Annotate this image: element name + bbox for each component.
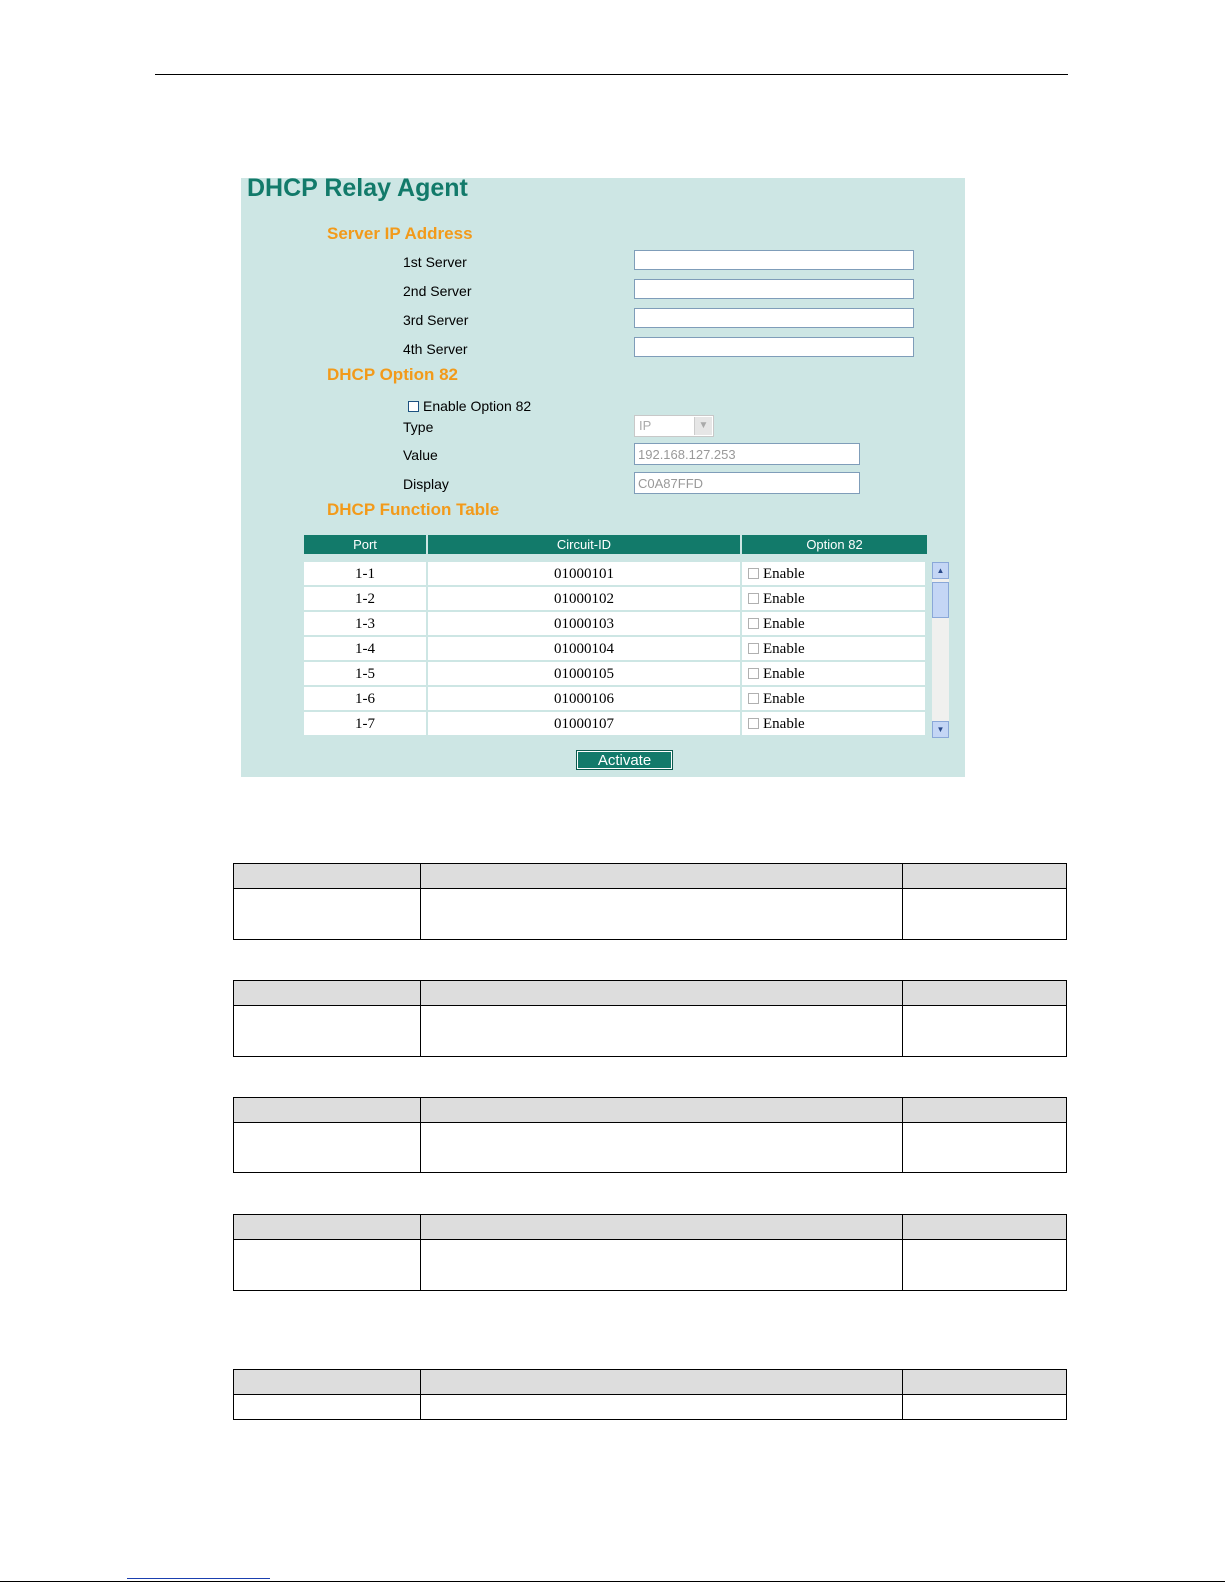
circuit-id-cell: 01000106 [428, 687, 742, 712]
server-1-input[interactable] [634, 250, 914, 270]
option82-enable-toggle[interactable] [742, 662, 927, 687]
server-4-label: 4th Server [403, 341, 468, 357]
port-cell: 1-5 [304, 662, 428, 687]
circuit-id-column-header: Circuit-ID [428, 535, 742, 554]
enable-option82-checkbox[interactable] [408, 401, 419, 412]
description-table [233, 980, 1067, 1057]
table-row [304, 612, 927, 637]
option82-checkbox[interactable] [748, 693, 759, 704]
option82-checkbox[interactable] [748, 593, 759, 604]
type-select[interactable] [634, 415, 714, 437]
activate-button[interactable]: Activate [576, 750, 673, 770]
server-ip-section-title: Server IP Address [327, 224, 473, 243]
circuit-id-cell: 01000107 [428, 712, 742, 737]
description-table [233, 1214, 1067, 1291]
dhcp-relay-agent-panel [241, 174, 965, 777]
scroll-down-icon[interactable]: ▼ [932, 721, 949, 738]
value-field: 192.168.127.253 [634, 443, 860, 465]
table-row [304, 587, 927, 612]
server-2-input[interactable] [634, 279, 914, 299]
function-table-section-title: DHCP Function Table [327, 500, 500, 519]
port-column-header: Port [304, 535, 428, 554]
option82-enable-label: Enable [763, 715, 805, 732]
scroll-up-icon[interactable]: ▲ [932, 562, 949, 579]
table-scrollbar[interactable] [932, 562, 949, 738]
port-cell: 1-6 [304, 687, 428, 712]
server-2-label: 2nd Server [403, 283, 472, 299]
table-row [304, 662, 927, 687]
display-label: Display [403, 476, 449, 492]
option82-enable-toggle[interactable] [742, 637, 927, 662]
option82-enable-label: Enable [763, 640, 805, 657]
port-cell: 1-7 [304, 712, 428, 737]
enable-option82-label: Enable Option 82 [423, 398, 532, 414]
table-row [304, 637, 927, 662]
option82-enable-toggle[interactable] [742, 612, 927, 637]
scroll-thumb[interactable] [932, 582, 949, 618]
description-table [233, 1369, 1067, 1420]
page-title: DHCP Relay Agent [247, 174, 468, 202]
server-3-input[interactable] [634, 308, 914, 328]
option82-enable-toggle[interactable] [742, 687, 927, 712]
server-1-label: 1st Server [403, 254, 467, 270]
option82-enable-toggle[interactable] [742, 712, 927, 737]
option82-column-header: Option 82 [742, 535, 927, 554]
description-table [233, 863, 1067, 940]
table-row [304, 562, 927, 587]
option82-section-title: DHCP Option 82 [327, 365, 458, 384]
table-row [304, 687, 927, 712]
enable-option82-toggle[interactable] [408, 398, 531, 414]
port-cell: 1-1 [304, 562, 428, 587]
circuit-id-cell: 01000105 [428, 662, 742, 687]
option82-enable-label: Enable [763, 690, 805, 707]
option82-checkbox[interactable] [748, 643, 759, 654]
circuit-id-cell: 01000101 [428, 562, 742, 587]
footer-rule [0, 1581, 1225, 1582]
circuit-id-cell: 01000103 [428, 612, 742, 637]
option82-enable-label: Enable [763, 565, 805, 582]
circuit-id-cell: 01000104 [428, 637, 742, 662]
option82-checkbox[interactable] [748, 618, 759, 629]
port-cell: 1-2 [304, 587, 428, 612]
option82-enable-label: Enable [763, 590, 805, 607]
server-3-label: 3rd Server [403, 312, 469, 328]
chevron-down-icon[interactable]: ▼ [694, 417, 712, 435]
circuit-id-cell: 01000102 [428, 587, 742, 612]
type-select-value: IP [639, 418, 652, 433]
header-rule [155, 74, 1068, 75]
display-field: C0A87FFD [634, 472, 860, 494]
description-table [233, 1097, 1067, 1173]
option82-enable-label: Enable [763, 615, 805, 632]
footer-link[interactable] [127, 1578, 270, 1579]
table-row [304, 712, 927, 737]
port-cell: 1-3 [304, 612, 428, 637]
option82-enable-label: Enable [763, 665, 805, 682]
value-label: Value [403, 447, 438, 463]
option82-enable-toggle[interactable] [742, 562, 927, 587]
function-table-header [304, 535, 927, 554]
function-table-body [304, 562, 927, 737]
server-4-input[interactable] [634, 337, 914, 357]
option82-checkbox[interactable] [748, 718, 759, 729]
port-cell: 1-4 [304, 637, 428, 662]
type-label: Type [403, 419, 434, 435]
option82-checkbox[interactable] [748, 668, 759, 679]
option82-checkbox[interactable] [748, 568, 759, 579]
option82-enable-toggle[interactable] [742, 587, 927, 612]
